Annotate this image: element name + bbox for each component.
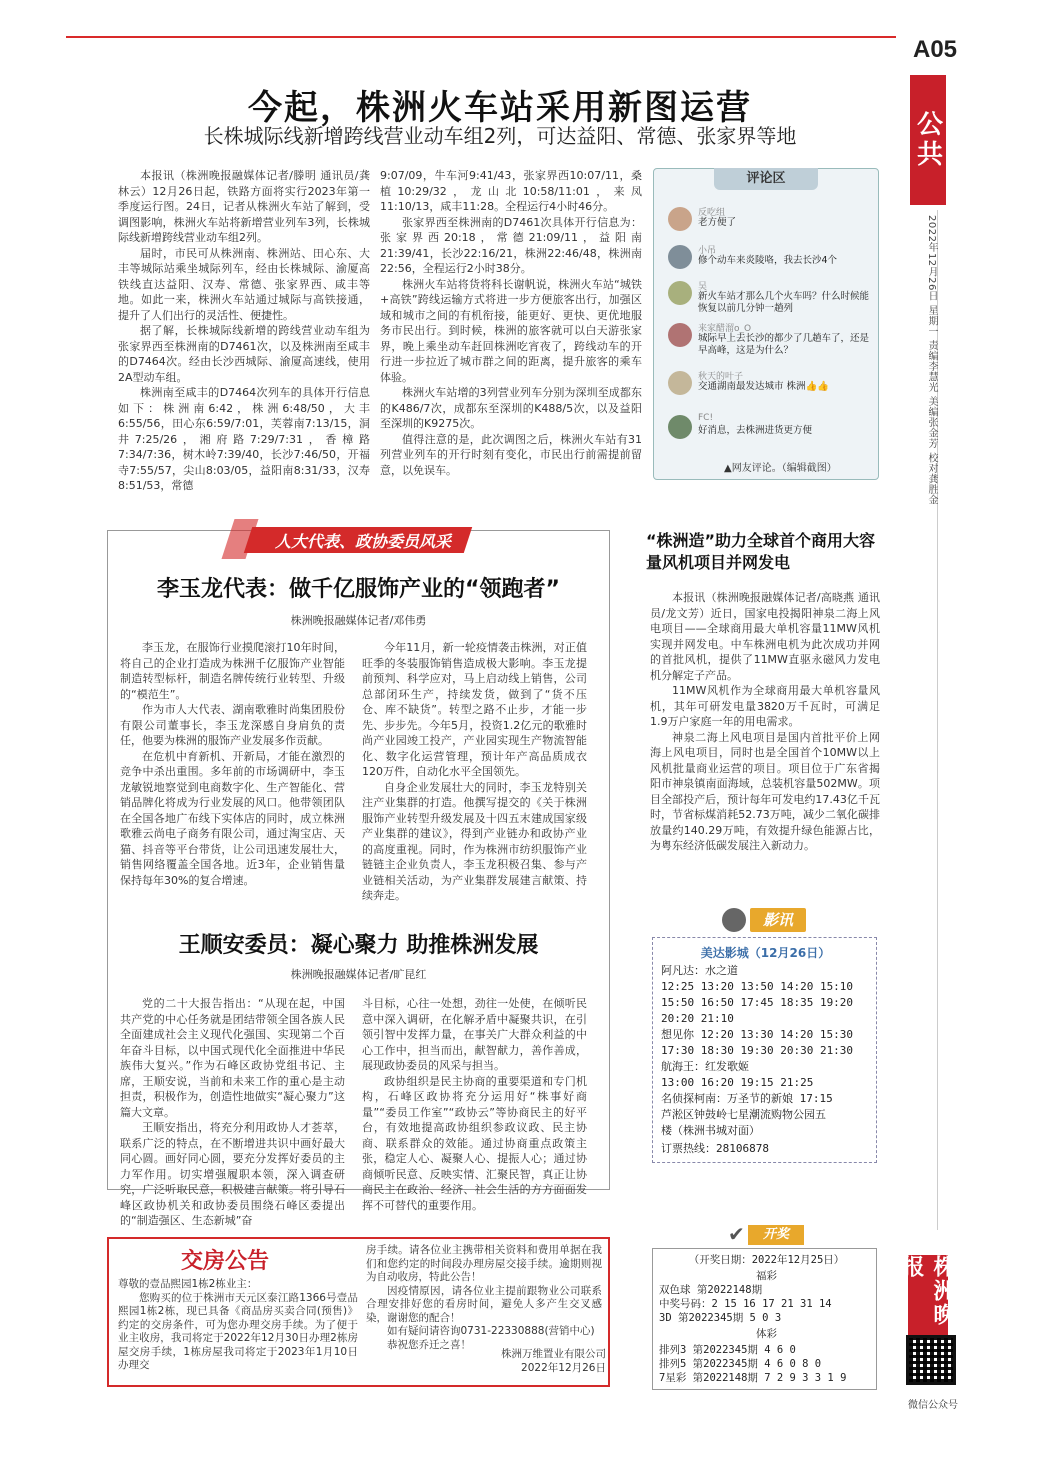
story1-column-right <box>362 640 587 912</box>
paragraph: 恭祝您乔迁之喜！ <box>387 1338 471 1351</box>
movie-line: 名侦探柯南：万圣节的新娘 17:15 <box>661 1092 833 1105</box>
story2-title: 王顺安委员：凝心聚力 助推株洲发展 <box>178 933 539 958</box>
avatar <box>668 245 692 269</box>
paragraph: 株洲火车站将货将科长谢帆说，株洲火车站“城铁+高铁”跨线运输方式将进一步方便旅客出行，加强区域和城市之间的有机衔接，能更好、更快、更优地服务市民出行。到时候，株洲的旅客就可以白天游张家界，晚上乘坐动车赶回株洲吃宵夜了，跨线动车的开行进一步拉近了城市群之间的距离，提升旅客的乘车体验。 <box>380 277 642 384</box>
comment-text: 新火车站才那么几个火车吗？什么时候能恢复以前几分钟一趟列 <box>698 291 870 314</box>
notice-company: 株洲万维置业有限公司 <box>501 1348 606 1360</box>
movie-line: 13:00 16:20 19:15 21:25 <box>661 1076 814 1089</box>
movie-section-logo <box>722 906 812 934</box>
paragraph: 本报讯（株洲晚报融媒体记者/高晓燕 通讯员/龙文芳）近日，国家电投揭阳神泉二海上风电项目——全球商用最大单机容量11MW风机实现并网发电。中车株洲电机为此次成功并网的首批风机，提供了11MW直驱永磁风力发电机分解定子产品。 <box>650 591 880 682</box>
wind-story-body <box>650 590 880 870</box>
feature-banner <box>228 515 478 565</box>
paragraph: 李玉龙，在服饰行业摸爬滚打10年时间，将自己的企业打造成为株洲千亿服饰产业智能制造转型标杆，制造名牌传统行业转型、升级的“模范生”。 <box>120 641 345 701</box>
comment-caption: ▲网友评论。（编辑截图） <box>724 463 837 474</box>
paragraph: 9:07/09，牛车河9:41/43，张家界西10:07/11，桑植10:29/32，龙山北10:58/11:01，来凤11:10/13，咸丰11:28。全程运行4小时46分。 <box>380 169 642 213</box>
movie-listing <box>652 937 877 1163</box>
paragraph: 本报讯（株洲晚报融媒体记者/滕明 通讯员/龚林云）12月26日起，铁路方面将实行2023年第一季度运行图。24日，记者从株洲火车站了解到，受调图影响，株洲火车站将新增营业列车3列，长株城际线新增跨线营业动车组2列。 <box>118 169 370 244</box>
paragraph: 株洲火车站增的3列营业列车分别为深圳至成都东的K486/7次，成都东至深圳的K488/5次，以及益阳至深圳的K9275次。 <box>380 386 642 430</box>
movie-tag: 影讯 <box>750 908 806 932</box>
cinema-name: 美达影城（12月26日） <box>700 946 831 960</box>
wind-story-title: “株洲造”助力全球首个商用大容量风机项目并网发电 <box>646 531 876 572</box>
comment-text: 老方便了 <box>698 217 737 228</box>
movie-line: 想见你 12:20 13:30 14:20 15:30 <box>661 1028 853 1041</box>
paragraph: 据了解，长株城际线新增的跨线营业动车组为张家界西至株洲南的D7461次，以及株洲南至咸丰的D7464次。经由长沙西城际、渝厦高速线，使用2A型动车组。 <box>118 324 370 384</box>
paragraph: 值得注意的是，此次调图之后，株洲火车站有31列营业列车的开行时刻有变化，市民出行前需提前留意，以免误车。 <box>380 432 642 477</box>
paragraph: 今年11月，新一轮疫情袭击株洲，对正值旺季的冬装服饰销售造成极大影响。李玉龙提前预判、科学应对，马上启动线上销售，公司总部闭环生产，持续发货，做到了“货不压仓、库不缺货”。转型之路不止步，才能一步先、步步先。今年5月，投资1.2亿元的歌雅时尚产业园竣工投产，产业园实现生产物流智能化、数字化运营管理，预计年产高品质成衣120万件，自动化水平全国领先。 <box>362 641 587 778</box>
movie-line: 12:25 13:20 13:50 14:20 15:10 <box>661 980 854 993</box>
paragraph: 作为市人大代表、湖南歌雅时尚集团股份有限公司董事长，李玉龙深感自身肩负的责任，他要为株洲的服饰产业发展多作贡献。 <box>120 703 345 747</box>
comment-item <box>668 413 873 453</box>
lottery-section-logo <box>728 1222 808 1248</box>
paragraph: 神泉二海上风电项目是国内首批平价上网海上风电项目，同时也是全国首个10MW以上风机批量商业运营的项目。项目位于广东省揭阳市神泉镇南面海域，总装机容量502MW。项目全部投产后，预计每年可发电约17.43亿千瓦时，节省标煤消耗52.73万吨，减少二氧化碳排放量约140.29万吨，有效提升绿色能源占比，为粤东经济低碳发展注入新动力。 <box>650 730 880 852</box>
paragraph: 自身企业发展壮大的同时，李玉龙特别关注产业集群的打造。他撰写提交的《关于株洲服饰产业转型升级发展及十四五末建成国家级产业集群的建议》，得到产业链办和政协产业的高度重视。同时，作为株洲市纺织服饰产业链链主企业负责人，李玉龙积极召集、参与产业链相关活动，为产业集群发展建言献策、持续奔走。 <box>362 780 587 902</box>
lottery-line: 中奖号码：2 15 16 17 21 31 14 <box>659 1298 832 1310</box>
paragraph: 如有疑问请咨询0731-22330888(营销中心) <box>387 1325 595 1337</box>
lottery-tag: 开奖 <box>748 1225 804 1245</box>
comment-text: 交通湖南最发达城市 株洲👍👍 <box>698 381 830 392</box>
movie-line: 航海王：红发歌姬 <box>661 1060 749 1073</box>
story1-byline: 株洲晚报融媒体记者/邓伟勇 <box>290 614 427 627</box>
comment-user: 秋天的叶子 <box>698 372 744 382</box>
comment-user: 反吃组 <box>698 208 726 218</box>
story1-title: 李玉龙代表：做千亿服饰产业的“领跑者” <box>157 577 560 602</box>
paragraph: 张家界西至株洲南的D7461次具体开行信息为：张家界西20:18，常德21:09/11，益阳南21:39/41，长沙22:16/21，株洲22:46/48，株洲南22:56，全程运行2小时38分。 <box>380 215 642 275</box>
avatar <box>668 207 692 231</box>
story2-column-right <box>362 996 587 1212</box>
comment-text: 城际早上去长沙的都少了几趟车了，还是早高峰，这是为什么？ <box>698 333 870 356</box>
avatar <box>668 281 692 305</box>
comment-text: 好消息，去株洲进货更方便 <box>698 425 813 436</box>
story2-column-left <box>120 996 345 1227</box>
banner-text: 人大代表、政协委员风采 <box>274 532 451 551</box>
comment-item <box>668 369 873 409</box>
check-icon: ✔ <box>728 1222 745 1246</box>
comment-item <box>668 243 873 283</box>
paragraph: 王顺安指出，将充分利用政协人才荟萃，联系广泛的特点，在不断增进共识中画好最大同心圆。画好同心圆，要充分发挥好委员的主力军作用。切实增强履职本领，深入调查研究，广泛听取民意，积极建言献策。将引导石峰区政协机关和政协委员围绕石峰区委提出的“制造强区、生态新城”奋 <box>120 1121 345 1227</box>
comment-text: 修个动车来炎陵咯，我去长沙4个 <box>698 255 838 266</box>
avatar <box>668 323 692 347</box>
issue-meta: 2022年12月26日 星期一 责编李慧光 美编张金芳 校对龚胜金 <box>926 215 937 506</box>
page-number: A05 <box>912 36 958 63</box>
paragraph: 届时，市民可从株洲南、株洲站、田心东、大丰等城际站乘坐城际列车，经由长株城际、渝厦高铁线直达益阳、汉寿、常德、张家界西、咸丰等地。如此一来，株洲火车站通过城际与高铁接通，提升了人们出行的灵活性、便捷性。 <box>118 246 370 322</box>
comment-user: 小吊 <box>698 246 717 256</box>
qr-code[interactable] <box>906 1335 956 1385</box>
comment-item <box>668 321 873 361</box>
movie-line: 楼（株洲书城对面） <box>661 1124 760 1137</box>
movie-line: 20:20 21:10 <box>661 1012 734 1025</box>
paragraph: 房手续。请各位业主携带相关资料和费用单据在我们和您约定的时间段办理房屋交接手续。逾期则视为自动收房，特此公告！ <box>366 1244 602 1283</box>
story1-column-left <box>120 640 345 912</box>
paragraph: 党的二十大报告指出：“从现在起，中国共产党的中心任务就是团结带领全国各族人民全面建成社会主义现代化强国、实现第二个百年奋斗目标，以中国式现代化全面推进中华民族伟大复兴。”作为石峰区政协党组书记、主席，王顺安说，当前和未来工作的重心是主动担责，积极作为，创造性地做实“凝心聚力”这篇大文章。 <box>120 997 345 1119</box>
lead-column-2 <box>380 168 642 483</box>
notice-date: 2022年12月26日 <box>521 1362 606 1374</box>
movie-line: 15:50 16:50 17:45 18:35 19:20 <box>661 996 854 1009</box>
qr-caption: 微信公众号 <box>908 1400 958 1411</box>
movie-line: 阿凡达：水之道 <box>661 964 738 977</box>
sports-heading: 体彩 <box>756 1328 777 1340</box>
lead-headline: 今起，株洲火车站采用新图运营 <box>248 88 752 128</box>
welfare-heading: 福彩 <box>756 1270 777 1282</box>
paragraph: 斗目标，心往一处想，劲往一处使，在倾听民意中深入调研，在化解矛盾中凝聚共识，在引领引智中发挥力量，在事关广大群众利益的中心工作中，担当而出，献智献力，善作善成，展现政协委员的风采与担当。 <box>362 997 587 1072</box>
lottery-line: 双色球 第2022148期 <box>659 1284 763 1296</box>
movie-line: 订票热线：28106878 <box>661 1142 769 1155</box>
comment-user: 来家醋溜o_O <box>698 324 752 334</box>
lottery-results <box>652 1248 877 1390</box>
housing-notice-title: 交房公告 <box>180 1249 269 1274</box>
movie-line: 芦淞区钟鼓岭七星潮流购物公园五 <box>661 1108 826 1121</box>
comment-item <box>668 279 873 319</box>
avatar <box>668 415 692 439</box>
paragraph: 因疫情原因，请各位业主提前跟物业公司联系合理安排好您的看房时间，避免人多产生交叉感染，谢谢您的配合！ <box>366 1284 602 1324</box>
lottery-line: 排列5 第2022345期 4 6 0 8 0 <box>659 1358 822 1370</box>
comment-user: FC! <box>698 413 714 423</box>
paragraph: 在危机中育新机、开新局，才能在激烈的竞争中杀出重围。多年前的市场调研中，李玉龙敏锐地察觉到电商数字化、生产智能化、营销品牌化将成为行业发展的风口。他带领团队在全国各地广布线下实体店的同时，成立株洲歌雅云尚电子商务有限公司，通过淘宝店、天猫、抖音等平台带货，让公司迅速发展壮大，销售网络覆盖全国各地。近3年，企业销售量保持每年30%的复合增速。 <box>120 749 345 887</box>
housing-notice-left <box>118 1278 358 1384</box>
story2-byline: 株洲晚报融媒体记者/旷昆红 <box>290 968 427 981</box>
film-reel-icon <box>722 908 746 932</box>
lead-column-1 <box>118 168 370 492</box>
top-rule <box>66 36 896 38</box>
paragraph: 您购买的位于株洲市天元区泰江路1366号壹品熙园1栋2栋，现已具备《商品房买卖合同(预售)》约定的交房条件，可为您办理交房手续。为了便于业主收房，我司将定于2022年12月30日办理2栋房屋交房手续，1栋房屋我司将定于2023年1月10日办理交 <box>118 1291 358 1371</box>
paragraph: 尊敬的壹品熙园1栋2栋业主： <box>118 1278 258 1290</box>
lottery-line: 排列3 第2022345期 4 6 0 <box>659 1344 796 1356</box>
avatar <box>668 371 692 395</box>
lottery-line: 7星彩 第2022148期 7 2 9 3 3 1 9 <box>659 1372 847 1384</box>
movie-line: 17:30 18:30 19:30 20:30 21:30 <box>661 1044 854 1057</box>
comment-panel <box>653 168 879 480</box>
comment-user: 吴 <box>698 282 708 292</box>
newspaper-logo: 株洲晚报 <box>908 1255 948 1345</box>
draw-date: （开奖日期：2022年12月25日） <box>688 1254 845 1266</box>
paragraph: 政协组织是民主协商的重要渠道和专门机构，石峰区政协将充分运用好“株事好商量”“委员工作室”“政协云”等协商民主的好平台，有效地提高政协组织参政议政、民主协商、联系群众的效能。通过协商重点政策主张，稳定人心、凝聚人心、提振人心；通过协商倾听民意、反映实情、汇聚民智，真正让协商民主在政治、经济、社会生活的方方面面发挥不可替代的重要作用。 <box>362 1074 587 1212</box>
comment-item <box>668 205 873 245</box>
paragraph: 株洲南至咸丰的D7464次列车的具体开行信息如下：株洲南6:42，株洲6:48/50，大丰6:55/56，田心东6:59/7:01，芙蓉南7:13/15，洞井7:25/26，湘府路7:29/7:31，香樟路7:34/7:36，树木岭7:39/40，长沙7:46/50，开福寺7:55/57，尖山8:03/05，益阳南8:31/33，汉寿8:51/53，常德 <box>118 386 370 492</box>
paragraph: 11MW风机作为全球商用最大单机容量风机，其年可研发电量3820万千瓦时，可满足1.9万户家庭一年的用电需求。 <box>650 684 880 728</box>
lead-subhead: 长株城际线新增跨线营业动车组2列，可达益阳、常德、张家界等地 <box>203 124 797 148</box>
section-tab: 公共 <box>910 75 946 205</box>
comment-panel-title: 评论区 <box>714 168 818 190</box>
lottery-line: 3D 第2022345期 5 0 3 <box>659 1312 782 1324</box>
